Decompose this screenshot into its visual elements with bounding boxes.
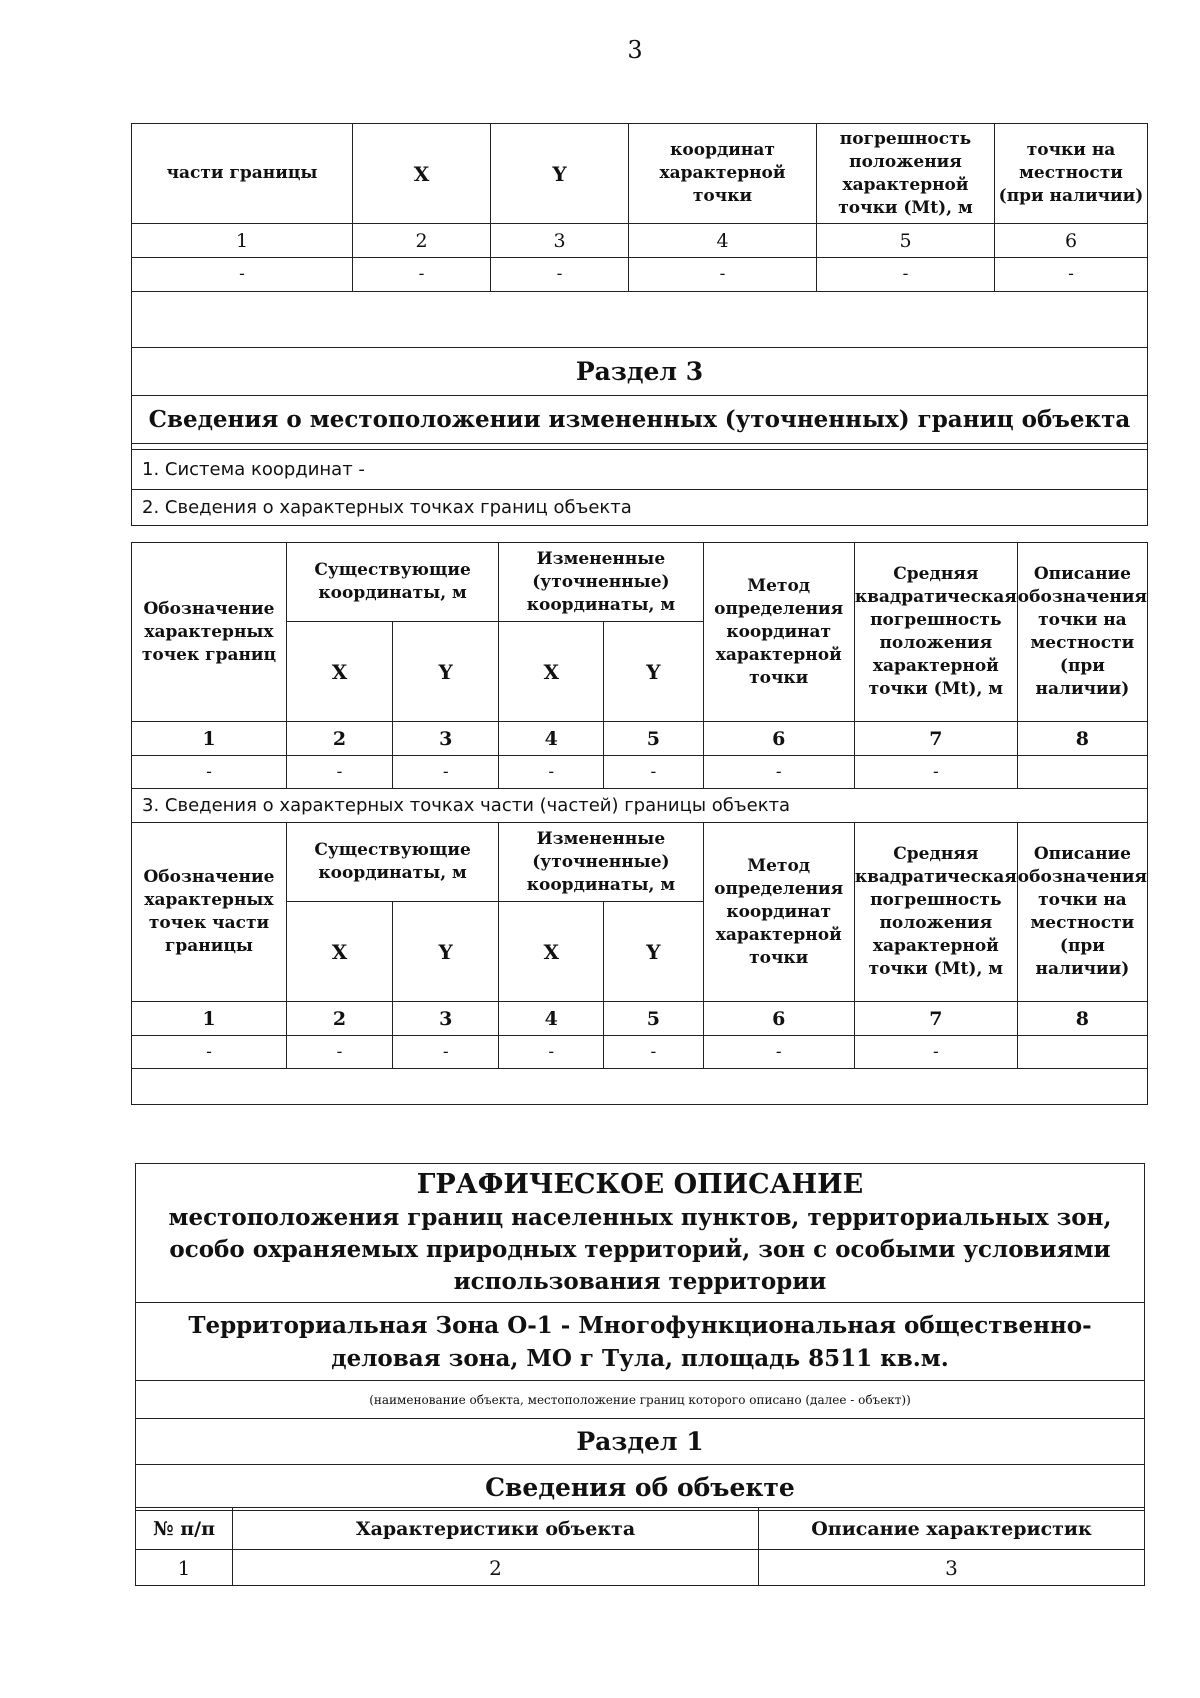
- header-number: № п/п: [136, 1508, 233, 1550]
- number-cell: 1: [132, 722, 287, 756]
- coordinate-system-line: 1. Система координат -: [132, 450, 1148, 490]
- number-cell: 2: [233, 1550, 759, 1586]
- number-cell: 1: [132, 1002, 287, 1036]
- header-description: Описание обозначения точки на местности (при наличии): [1017, 823, 1147, 1002]
- number-cell: 6: [703, 1002, 854, 1036]
- header-characteristics: Характеристики объекта: [233, 1508, 759, 1550]
- number-cell: 5: [604, 1002, 703, 1036]
- data-cell: -: [499, 1036, 604, 1069]
- graphic-description-table: [135, 1163, 1145, 1511]
- number-cell: 5: [604, 722, 703, 756]
- section3-subtitle: Сведения о местоположении измененных (уточненных) границ объекта: [132, 396, 1148, 444]
- header-designation: Обозначение характерных точек части границы: [132, 823, 287, 1002]
- data-cell: [1017, 1036, 1147, 1069]
- header-x: X: [286, 622, 392, 722]
- boundary-points-heading: 2. Сведения о характерных точках границ объекта: [132, 490, 1148, 526]
- top-table: [131, 123, 1148, 348]
- header-x: X: [499, 902, 604, 1002]
- header-error: Средняя квадратическая погрешность положения характерной точки (Mt), м: [854, 823, 1017, 1002]
- number-cell: 7: [854, 722, 1017, 756]
- number-cell: 6: [995, 224, 1148, 258]
- data-cell: [1017, 756, 1147, 789]
- part-points-table: [131, 822, 1148, 1105]
- section1-subtitle: Сведения об объекте: [136, 1465, 1145, 1511]
- number-cell: 2: [286, 1002, 392, 1036]
- top-table-header-row: [132, 124, 1148, 224]
- header-y: Y: [393, 902, 499, 1002]
- header-y: Y: [604, 622, 703, 722]
- header-x: X: [499, 622, 604, 722]
- header-x: X: [286, 902, 392, 1002]
- object-caption: (наименование объекта, местоположение границ которого описано (далее - объект)): [136, 1381, 1145, 1419]
- number-cell: 3: [759, 1550, 1145, 1586]
- number-cell: 1: [136, 1550, 233, 1586]
- object-info-table: [135, 1507, 1145, 1586]
- header-cell: Y: [491, 124, 629, 224]
- header-designation: Обозначение характерных точек границ: [132, 543, 287, 722]
- number-cell: 3: [393, 1002, 499, 1036]
- graphic-title: ГРАФИЧЕСКОЕ ОПИСАНИЕ: [416, 1169, 864, 1200]
- number-cell: 6: [703, 722, 854, 756]
- data-cell: -: [703, 756, 854, 789]
- data-cell: -: [353, 258, 491, 292]
- number-cell: 2: [286, 722, 392, 756]
- number-cell: 3: [393, 722, 499, 756]
- number-cell: 8: [1017, 1002, 1147, 1036]
- header-error: Средняя квадратическая погрешность положения характерной точки (Mt), м: [854, 543, 1017, 722]
- header-cell: координат характерной точки: [629, 124, 817, 224]
- data-cell: -: [499, 756, 604, 789]
- data-cell: -: [854, 756, 1017, 789]
- data-cell: -: [286, 1036, 392, 1069]
- number-cell: 7: [854, 1002, 1017, 1036]
- header-y: Y: [393, 622, 499, 722]
- data-cell: -: [995, 258, 1148, 292]
- data-cell: -: [393, 1036, 499, 1069]
- data-cell: -: [132, 1036, 287, 1069]
- number-cell: 4: [499, 1002, 604, 1036]
- data-cell: -: [703, 1036, 854, 1069]
- number-cell: 4: [629, 224, 817, 258]
- header-method: Метод определения координат характерной точки: [703, 823, 854, 1002]
- number-cell: 3: [491, 224, 629, 258]
- data-cell: -: [132, 756, 287, 789]
- object-name: Территориальная Зона О-1 - Многофункциональная общественно-деловая зона, МО г Тула, площадь 8511 кв.м.: [136, 1303, 1145, 1381]
- section3-title: Раздел 3: [132, 348, 1148, 396]
- boundary-points-table: [131, 542, 1148, 823]
- number-cell: 2: [353, 224, 491, 258]
- header-cell: части границы: [132, 124, 353, 224]
- page-number: 3: [627, 36, 643, 64]
- top-table-data-row: [132, 258, 1148, 292]
- header-cell: X: [353, 124, 491, 224]
- data-cell: -: [604, 756, 703, 789]
- data-cell: -: [817, 258, 995, 292]
- graphic-subtitle: местоположения границ населенных пунктов, территориальных зон, особо охраняемых природных территорий, зон с особыми условиями использования территории: [168, 1204, 1112, 1295]
- data-cell: -: [629, 258, 817, 292]
- top-table-number-row: [132, 224, 1148, 258]
- section3-table: [131, 347, 1148, 526]
- number-cell: 8: [1017, 722, 1147, 756]
- header-changed-coords: Измененные (уточненные) координаты, м: [499, 823, 703, 902]
- header-description: Описание обозначения точки на местности (при наличии): [1017, 543, 1147, 722]
- data-cell: -: [854, 1036, 1017, 1069]
- data-cell: -: [132, 258, 353, 292]
- section1-title: Раздел 1: [136, 1419, 1145, 1465]
- header-cell: погрешность положения характерной точки (Mt), м: [817, 124, 995, 224]
- data-cell: -: [491, 258, 629, 292]
- top-table-empty-row: [132, 292, 1148, 348]
- number-cell: 5: [817, 224, 995, 258]
- header-existing-coords: Существующие координаты, м: [286, 543, 498, 622]
- data-cell: -: [286, 756, 392, 789]
- header-cell: точки на местности (при наличии): [995, 124, 1148, 224]
- data-cell: -: [604, 1036, 703, 1069]
- header-changed-coords: Измененные (уточненные) координаты, м: [499, 543, 703, 622]
- header-existing-coords: Существующие координаты, м: [286, 823, 498, 902]
- number-cell: 4: [499, 722, 604, 756]
- header-method: Метод определения координат характерной точки: [703, 543, 854, 722]
- data-cell: -: [393, 756, 499, 789]
- number-cell: 1: [132, 224, 353, 258]
- part-points-heading: 3. Сведения о характерных точках части (частей) границы объекта: [132, 789, 1148, 823]
- header-descriptions: Описание характеристик: [759, 1508, 1145, 1550]
- header-y: Y: [604, 902, 703, 1002]
